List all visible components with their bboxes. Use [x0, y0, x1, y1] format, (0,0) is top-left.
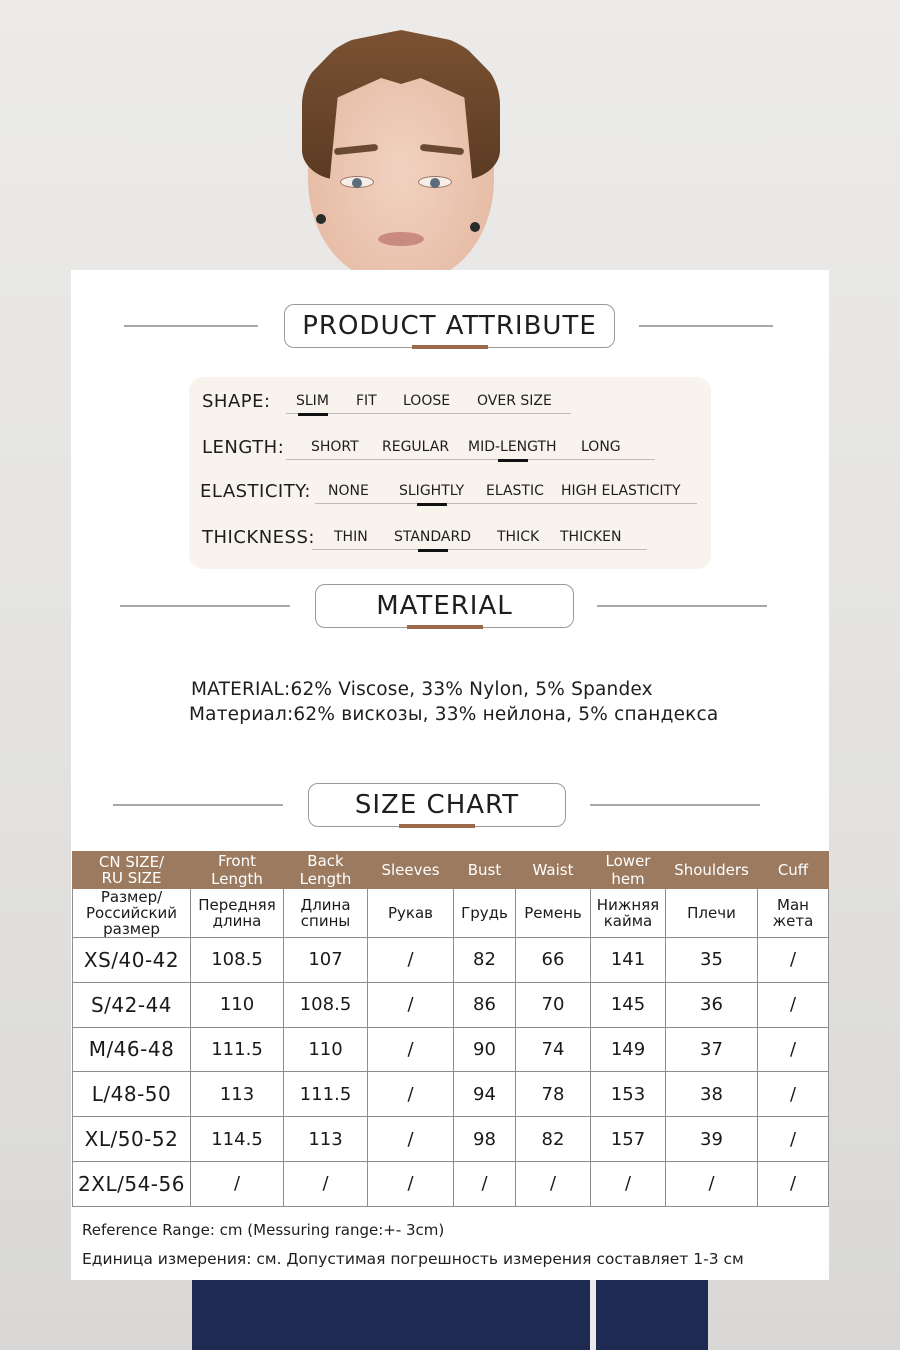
attribute-option: THICKEN	[560, 529, 622, 545]
measurement-cell: 36	[666, 982, 758, 1027]
selected-marker	[418, 549, 448, 552]
size-cell: S/42-44	[73, 982, 191, 1027]
attribute-option: SHORT	[311, 439, 359, 455]
measurement-cell: 110	[284, 1027, 368, 1072]
size-chart-title-text: SIZE CHART	[354, 790, 520, 820]
header-en-cell: Lower hem	[591, 852, 666, 889]
size-cell: 2XL/54-56	[73, 1161, 191, 1206]
measurement-cell: 110	[191, 982, 284, 1027]
size-chart-table	[72, 851, 829, 1207]
earring-right	[470, 222, 480, 232]
divider-left	[113, 804, 283, 806]
measurement-cell: /	[191, 1161, 284, 1206]
measurement-cell: 107	[284, 938, 368, 983]
attribute-option: SLIM	[296, 393, 329, 409]
measurement-cell: 90	[454, 1027, 516, 1072]
measurement-cell: /	[758, 1027, 829, 1072]
divider-right	[590, 804, 760, 806]
attribute-option: LONG	[581, 439, 621, 455]
attribute-box	[189, 377, 711, 569]
attribute-baseline	[286, 459, 655, 460]
header-en-cell: CN SIZE/ RU SIZE	[73, 852, 191, 889]
measurement-cell: 111.5	[191, 1027, 284, 1072]
attribute-option: OVER SIZE	[477, 393, 552, 409]
header-en-cell: Sleeves	[368, 852, 454, 889]
attribute-option: LOOSE	[403, 393, 451, 409]
measurement-cell: /	[758, 1161, 829, 1206]
measurement-cell: 113	[284, 1117, 368, 1162]
attribute-baseline	[312, 549, 647, 550]
measurement-cell: /	[758, 982, 829, 1027]
measurement-cell: /	[368, 1027, 454, 1072]
title-accent-bar	[399, 824, 475, 828]
divider-right	[597, 605, 767, 607]
measurement-cell: /	[284, 1161, 368, 1206]
measurement-cell: 94	[454, 1072, 516, 1117]
measurement-cell: 145	[591, 982, 666, 1027]
measurement-cell: /	[666, 1161, 758, 1206]
attribute-row	[189, 481, 711, 511]
header-ru-cell: Грудь	[454, 889, 516, 938]
model-lips	[378, 232, 424, 246]
measurement-cell: /	[454, 1161, 516, 1206]
table-row	[73, 1117, 829, 1162]
header-ru-cell: Ман жета	[758, 889, 829, 938]
divider-left	[124, 325, 258, 327]
table-row	[73, 938, 829, 983]
measurement-cell: 86	[454, 982, 516, 1027]
measurement-cell: 98	[454, 1117, 516, 1162]
product-attribute-title	[284, 304, 615, 348]
header-ru-cell: Ремень	[516, 889, 591, 938]
size-chart-title	[308, 783, 566, 827]
reference-note-ru: Единица измерения: см. Допустимая погрешность измерения составляет 1-3 см	[82, 1250, 744, 1268]
selected-marker	[417, 503, 447, 506]
attribute-option: THICK	[497, 529, 540, 545]
size-rows	[73, 938, 829, 1207]
attribute-option: HIGH ELASTICITY	[561, 483, 681, 499]
measurement-cell: 78	[516, 1072, 591, 1117]
header-ru-cell: Рукав	[368, 889, 454, 938]
measurement-cell: 108.5	[284, 982, 368, 1027]
attribute-option: MID-LENGTH	[468, 439, 557, 455]
table-row	[73, 1161, 829, 1206]
measurement-cell: 82	[516, 1117, 591, 1162]
header-en-cell: Cuff	[758, 852, 829, 889]
selected-marker	[298, 413, 328, 416]
attribute-option: ELASTIC	[486, 483, 544, 499]
measurement-cell: /	[516, 1161, 591, 1206]
measurement-cell: 113	[191, 1072, 284, 1117]
model-eye-right	[418, 176, 452, 188]
attribute-row	[189, 527, 711, 557]
measurement-cell: /	[368, 1161, 454, 1206]
selected-marker	[498, 459, 528, 462]
measurement-cell: /	[758, 1117, 829, 1162]
attribute-label: ELASTICITY:	[200, 481, 311, 502]
measurement-cell: 114.5	[191, 1117, 284, 1162]
header-en-cell: Shoulders	[666, 852, 758, 889]
measurement-cell: /	[368, 982, 454, 1027]
measurement-cell: /	[758, 938, 829, 983]
measurement-cell: 153	[591, 1072, 666, 1117]
measurement-cell: /	[591, 1161, 666, 1206]
table-row	[73, 982, 829, 1027]
model-dress	[192, 1270, 708, 1350]
header-en-cell: Waist	[516, 852, 591, 889]
title-accent-bar	[412, 345, 488, 349]
measurement-cell: 111.5	[284, 1072, 368, 1117]
measurement-cell: /	[758, 1072, 829, 1117]
attribute-label: LENGTH:	[202, 437, 285, 458]
header-en-cell: Bust	[454, 852, 516, 889]
measurement-cell: /	[368, 938, 454, 983]
divider-left	[120, 605, 290, 607]
material-title	[315, 584, 574, 628]
attribute-option: FIT	[356, 393, 377, 409]
dress-stripe	[590, 1270, 596, 1350]
measurement-cell: 149	[591, 1027, 666, 1072]
measurement-cell: 37	[666, 1027, 758, 1072]
size-cell: XL/50-52	[73, 1117, 191, 1162]
header-ru-cell: Длина спины	[284, 889, 368, 938]
header-ru-cell: Передняя длина	[191, 889, 284, 938]
material-en: MATERIAL:62% Viscose, 33% Nylon, 5% Spandex	[191, 679, 653, 700]
attribute-baseline	[315, 503, 697, 504]
measurement-cell: 39	[666, 1117, 758, 1162]
title-accent-bar	[407, 625, 483, 629]
divider-right	[639, 325, 773, 327]
header-row-ru	[73, 889, 829, 938]
measurement-cell: /	[368, 1117, 454, 1162]
size-cell: L/48-50	[73, 1072, 191, 1117]
measurement-cell: 74	[516, 1027, 591, 1072]
header-en-cell: Back Length	[284, 852, 368, 889]
attribute-option: SLIGHTLY	[399, 483, 465, 499]
measurement-cell: 82	[454, 938, 516, 983]
header-ru-cell: Нижняя кайма	[591, 889, 666, 938]
attribute-option: STANDARD	[394, 529, 472, 545]
attribute-row	[189, 437, 711, 467]
measurement-cell: 141	[591, 938, 666, 983]
measurement-cell: 70	[516, 982, 591, 1027]
table-row	[73, 1072, 829, 1117]
attribute-option: THIN	[334, 529, 368, 545]
measurement-cell: 35	[666, 938, 758, 983]
measurement-cell: 66	[516, 938, 591, 983]
attribute-label: SHAPE:	[202, 391, 271, 412]
attribute-row	[189, 391, 711, 421]
header-en-cell: Front Length	[191, 852, 284, 889]
header-row-en	[73, 852, 829, 889]
product-attribute-title-text: PRODUCT ATTRIBUTE	[302, 311, 597, 341]
table-row	[73, 1027, 829, 1072]
attribute-baseline	[286, 413, 571, 414]
material-ru: Материал:62% вискозы, 33% нейлона, 5% спандекса	[189, 704, 719, 725]
model-eye-left	[340, 176, 374, 188]
measurement-cell: /	[368, 1072, 454, 1117]
attribute-label: THICKNESS:	[202, 527, 315, 548]
material-title-text: MATERIAL	[376, 591, 513, 621]
measurement-cell: 157	[591, 1117, 666, 1162]
header-ru-cell: Размер/ Российский размер	[73, 889, 191, 938]
measurement-cell: 108.5	[191, 938, 284, 983]
measurement-cell: 38	[666, 1072, 758, 1117]
attribute-option: NONE	[328, 483, 369, 499]
size-cell: XS/40-42	[73, 938, 191, 983]
attribute-option: REGULAR	[382, 439, 450, 455]
reference-note-en: Reference Range: cm (Messuring range:+- 3cm)	[82, 1221, 445, 1239]
header-ru-cell: Плечи	[666, 889, 758, 938]
earring-left	[316, 214, 326, 224]
size-cell: M/46-48	[73, 1027, 191, 1072]
